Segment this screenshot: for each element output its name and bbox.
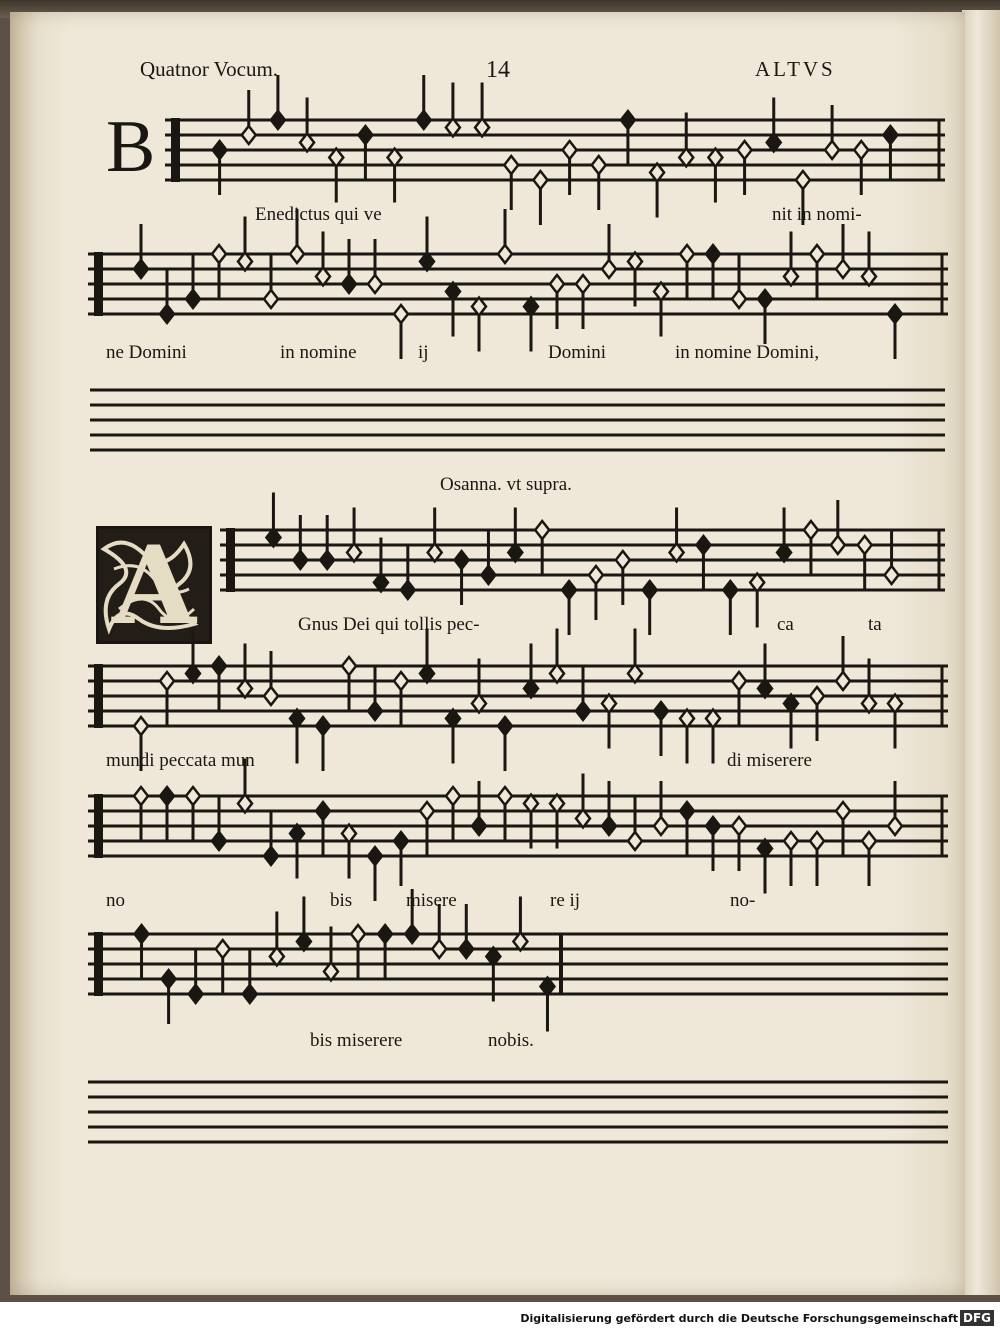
lyric-line-7-part-2: nobis.	[488, 1030, 534, 1051]
note	[643, 581, 657, 635]
lyric-line-5-part-2: di miserere	[727, 750, 812, 771]
note	[238, 217, 252, 271]
footer-credit: Digitalisierung gefördert durch die Deutsche Forschungsgemeinschaft	[520, 1312, 958, 1325]
note	[446, 710, 460, 764]
note	[563, 141, 577, 195]
note	[320, 515, 334, 569]
note	[723, 581, 737, 635]
note	[777, 508, 791, 562]
note	[368, 666, 382, 720]
note	[888, 305, 902, 359]
note	[708, 149, 722, 203]
note	[446, 83, 460, 137]
note	[628, 629, 642, 683]
digitization-footer	[0, 1302, 1000, 1336]
note	[135, 925, 149, 979]
note	[758, 644, 772, 698]
lyric-line-6-part-1: no	[106, 890, 125, 911]
note	[160, 672, 174, 726]
note	[732, 254, 746, 308]
note	[602, 781, 616, 835]
note	[680, 710, 694, 764]
note	[186, 787, 200, 841]
note	[329, 149, 343, 203]
staff-lines	[88, 254, 948, 314]
note	[592, 156, 606, 210]
note	[654, 702, 668, 756]
note	[242, 90, 256, 144]
staff-lines	[90, 390, 945, 450]
note	[616, 551, 630, 605]
note	[858, 536, 872, 590]
music-staff-2	[88, 244, 948, 340]
note	[297, 897, 311, 951]
note	[394, 305, 408, 359]
note	[885, 530, 899, 584]
music-staff-7	[88, 924, 948, 1020]
note	[654, 781, 668, 835]
note	[498, 209, 512, 263]
note	[351, 925, 365, 979]
music-staff-1	[165, 110, 945, 200]
note	[432, 904, 446, 958]
note	[862, 232, 876, 286]
note	[784, 832, 798, 886]
note	[264, 651, 278, 705]
note	[533, 171, 547, 225]
note	[576, 666, 590, 720]
note	[888, 781, 902, 835]
lyric-line-6-part-4: re ij	[550, 890, 581, 911]
note	[498, 717, 512, 771]
woodcut-initial-a	[96, 526, 212, 644]
clef	[171, 118, 180, 182]
note	[475, 83, 489, 137]
note	[784, 232, 798, 286]
music-staff-3	[90, 380, 945, 450]
lyric-line-6-part-2: bis	[330, 890, 353, 911]
initial-letter-b: B	[106, 106, 156, 188]
lyric-line-2-part-1: ne Domini	[106, 342, 187, 363]
lyric-line-3: Osanna. vt supra.	[440, 474, 572, 495]
music-staff-4	[220, 520, 945, 610]
note	[388, 149, 402, 203]
lyric-line-1: Enedictus qui ve	[255, 204, 382, 225]
note	[368, 847, 382, 901]
note	[550, 275, 564, 329]
note	[316, 717, 330, 771]
note	[589, 566, 603, 620]
note	[428, 508, 442, 562]
lyric-line-2-part-3: ij	[418, 342, 429, 363]
note	[266, 493, 280, 547]
note	[628, 796, 642, 850]
note	[446, 283, 460, 337]
page-number: 14	[486, 57, 510, 83]
note	[420, 802, 434, 856]
note	[347, 508, 361, 562]
clef	[226, 528, 235, 592]
music-staff-8	[88, 1072, 948, 1152]
note	[420, 629, 434, 683]
note	[498, 787, 512, 841]
lyric-line-2-part-2: in nomine	[280, 342, 357, 363]
note	[316, 232, 330, 286]
lyric-line-4-part-3: ta	[868, 614, 882, 635]
note	[162, 970, 176, 1024]
note	[472, 298, 486, 352]
staff-lines	[88, 1082, 948, 1142]
note	[417, 75, 431, 129]
clef	[94, 932, 103, 996]
note	[758, 290, 772, 344]
note	[576, 774, 590, 828]
lyric-line-7-part-1: bis miserere	[310, 1030, 403, 1051]
music-staff-6	[88, 786, 948, 886]
note	[401, 545, 415, 599]
note	[293, 515, 307, 569]
note	[831, 500, 845, 554]
woodcut-letter: A	[112, 526, 196, 644]
lyric-line-6-part-3: misere	[406, 890, 457, 911]
note	[504, 156, 518, 210]
note	[750, 574, 764, 628]
note	[602, 695, 616, 749]
note	[264, 811, 278, 865]
clef	[94, 664, 103, 728]
note	[394, 832, 408, 886]
note	[732, 817, 746, 871]
note	[459, 904, 473, 958]
note	[854, 141, 868, 195]
note	[513, 897, 527, 951]
note	[621, 111, 635, 165]
note	[680, 245, 694, 299]
note	[836, 636, 850, 690]
note	[602, 224, 616, 278]
note	[540, 978, 554, 1032]
note	[706, 817, 720, 871]
dfg-logo: DFG	[960, 1310, 994, 1326]
note	[455, 551, 469, 605]
note	[212, 657, 226, 711]
note	[654, 283, 668, 337]
note	[758, 840, 772, 894]
note	[212, 245, 226, 299]
clef	[94, 794, 103, 858]
note	[738, 141, 752, 195]
note	[550, 629, 564, 683]
note	[804, 521, 818, 575]
note	[290, 710, 304, 764]
lyric-line-4-part-1: Gnus Dei qui tollis pec-	[298, 614, 480, 635]
note	[264, 254, 278, 308]
note	[732, 672, 746, 726]
note	[446, 787, 460, 841]
note	[535, 521, 549, 575]
note	[562, 581, 576, 635]
note	[472, 781, 486, 835]
note	[696, 536, 710, 590]
note	[300, 98, 314, 152]
note	[271, 75, 285, 129]
note	[342, 825, 356, 879]
note	[481, 530, 495, 584]
lyric-line-6-part-5: no-	[730, 890, 756, 911]
note	[342, 239, 356, 293]
note	[189, 949, 203, 1003]
note	[670, 508, 684, 562]
note	[508, 508, 522, 562]
note	[394, 672, 408, 726]
lyric-line-1-end: nit in nomi-	[772, 204, 862, 225]
note	[290, 825, 304, 879]
note	[836, 224, 850, 278]
note	[825, 105, 839, 159]
note	[186, 254, 200, 308]
note	[270, 912, 284, 966]
note	[680, 802, 694, 856]
note	[134, 787, 148, 841]
note	[378, 925, 392, 979]
note	[213, 141, 227, 195]
printed-page	[10, 12, 965, 1295]
note	[888, 695, 902, 749]
note	[810, 832, 824, 886]
note	[836, 802, 850, 856]
note	[358, 126, 372, 180]
running-header: Quatnor Vocum.	[140, 57, 279, 81]
lyric-line-5-part-1: mundi peccata mun	[106, 750, 255, 771]
note	[160, 269, 174, 323]
note	[650, 164, 664, 218]
note	[810, 245, 824, 299]
note	[576, 275, 590, 329]
note	[784, 695, 798, 749]
clef	[94, 252, 103, 316]
note	[767, 98, 781, 152]
note	[883, 126, 897, 180]
note	[368, 239, 382, 293]
note	[238, 644, 252, 698]
note	[212, 796, 226, 850]
note	[420, 217, 434, 271]
lyric-line-2-part-5: in nomine Domini,	[675, 342, 820, 363]
note	[810, 687, 824, 741]
note	[862, 832, 876, 886]
note	[134, 224, 148, 278]
note	[524, 298, 538, 352]
note	[524, 644, 538, 698]
note	[243, 949, 257, 1003]
lyric-line-2-part-4: Domini	[548, 342, 607, 363]
note	[316, 802, 330, 856]
note	[706, 245, 720, 299]
note	[706, 710, 720, 764]
note	[216, 940, 230, 994]
lyric-line-4-part-2: ca	[777, 614, 794, 635]
music-staff-5	[88, 656, 948, 752]
voice-label: ALTVS	[755, 57, 836, 81]
note	[160, 787, 174, 841]
page-edge	[962, 10, 1000, 1295]
note	[342, 657, 356, 711]
